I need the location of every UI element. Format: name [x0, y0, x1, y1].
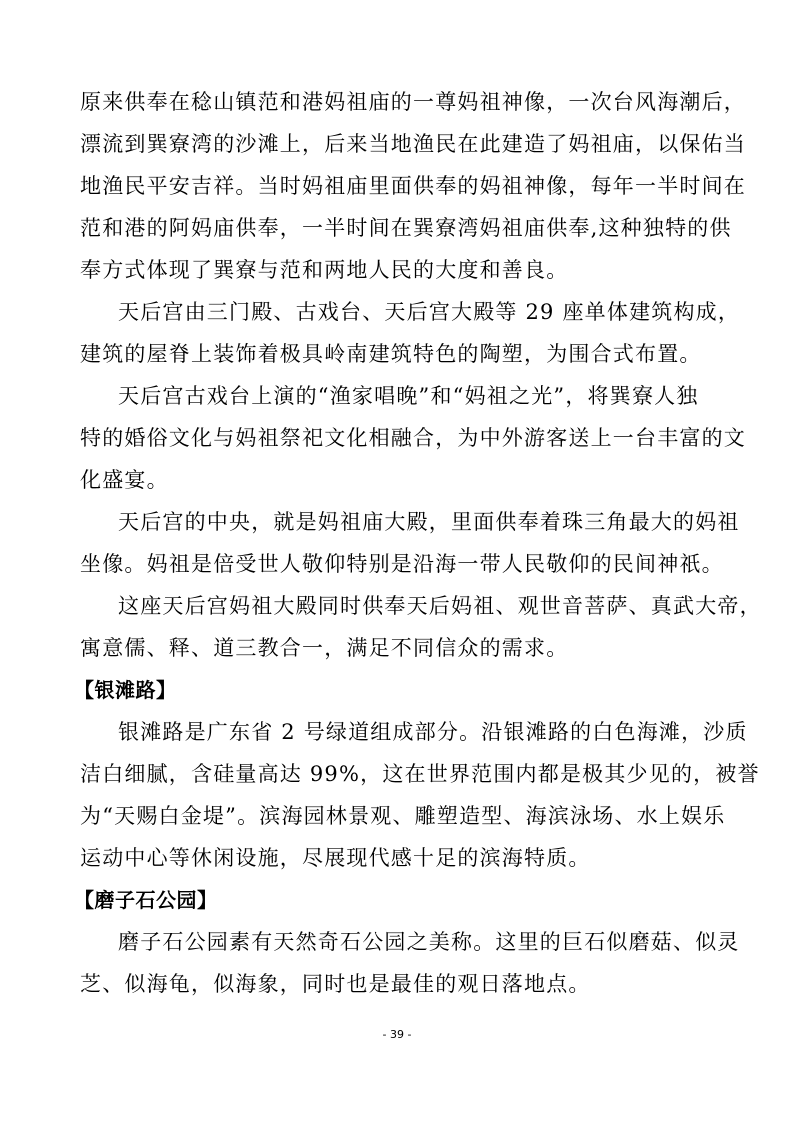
text-line: 漂流到巽寮湾的沙滩上，后来当地渔民在此建造了妈祖庙，以保佑当: [80, 132, 746, 156]
section-heading: 【银滩路】: [74, 678, 177, 702]
text-line: 银滩路是广东省 2 号绿道组成部分。沿银滩路的白色海滩，沙质: [118, 720, 748, 744]
text-line: 范和港的阿妈庙供奉，一半时间在巽寮湾妈祖庙供奉,这种独特的供: [80, 216, 732, 240]
text-line: 地渔民平安吉祥。当时妈祖庙里面供奉的妈祖神像，每年一半时间在: [80, 174, 746, 198]
text-line: 天后宫古戏台上演的“渔家唱晚”和“妈祖之光”，将巽寮人独: [118, 384, 699, 408]
text-line: 寓意儒、释、道三教合一，满足不同信众的需求。: [80, 636, 569, 660]
text-line: 化盛宴。: [80, 468, 169, 492]
text-line: 天后宫由三门殿、古戏台、天后宫大殿等 29 座单体建筑构成，: [118, 300, 741, 324]
text-line: 芝、似海龟，似海象，同时也是最佳的观日落地点。: [80, 972, 591, 996]
text-line: 坐像。妈祖是倍受世人敬仰特别是沿海一带人民敬仰的民间神祇。: [80, 552, 724, 576]
text-line: 为“天赐白金堤”。滨海园林景观、雕塑造型、海滨泳场、水上娱乐: [80, 804, 726, 828]
text-line: 奉方式体现了巽寮与范和两地人民的大度和善良。: [80, 258, 569, 282]
text-line: 天后宫的中央，就是妈祖庙大殿，里面供奉着珠三角最大的妈祖: [118, 510, 740, 534]
page-number: - 39 -: [382, 1028, 412, 1041]
text-line: 建筑的屋脊上装饰着极具岭南建筑特色的陶塑，为围合式布置。: [80, 342, 702, 366]
text-line: 这座天后宫妈祖大殿同时供奉天后妈祖、观世音菩萨、真武大帝，: [118, 594, 762, 618]
text-line: 原来供奉在稔山镇范和港妈祖庙的一尊妈祖神像，一次台风海潮后，: [80, 90, 746, 114]
text-line: 洁白细腻，含硅量高达 99%，这在世界范围内都是极其少见的，被誉: [80, 762, 760, 786]
section-heading: 【磨子石公园】: [74, 888, 218, 912]
text-line: 磨子石公园素有天然奇石公园之美称。这里的巨石似磨菇、似灵: [118, 930, 740, 954]
text-line: 特的婚俗文化与妈祖祭祀文化相融合，为中外游客送上一台丰富的文: [80, 426, 746, 450]
text-line: 运动中心等休闲设施，尽展现代感十足的滨海特质。: [80, 846, 591, 870]
